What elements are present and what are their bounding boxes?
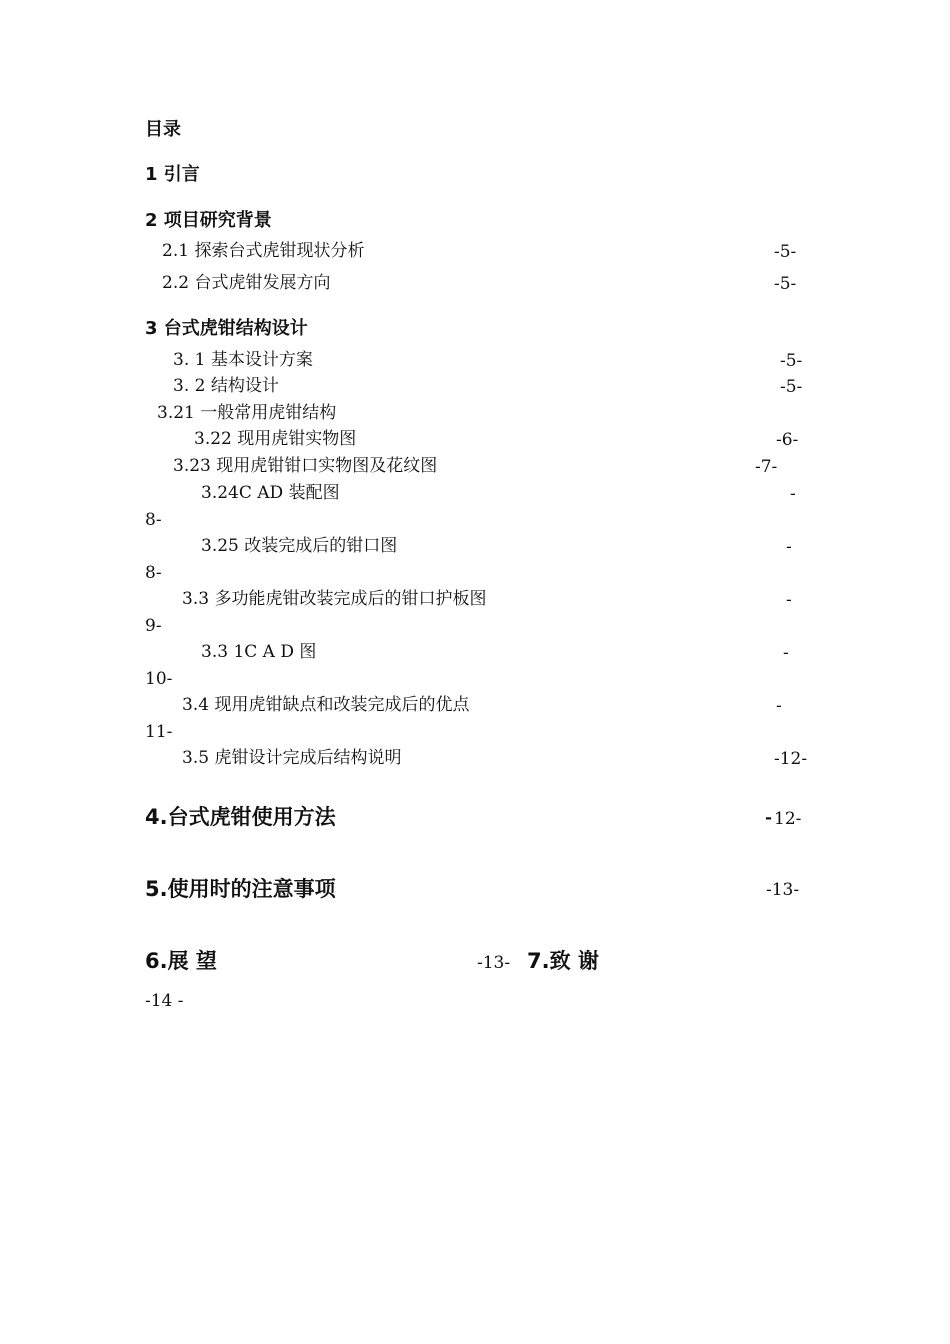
toc-entry-2-1: 2.1 探索台式虎钳现状分析 [162, 241, 365, 261]
toc-title: 目录 [145, 119, 181, 140]
toc-page-3-25-dash: - [786, 537, 792, 557]
toc-entry-3-22: 3.22 现用虎钳实物图 [194, 429, 357, 449]
toc-entry-3-4: 3.4 现用虎钳缺点和改装完成后的优点 [182, 695, 470, 715]
toc-page-3-23: -7- [755, 457, 778, 477]
toc-page-3-4-dash: - [776, 696, 782, 716]
toc-page-3-22: -6- [776, 430, 799, 450]
toc-entry-3-31: 3.3 1C A D 图 [201, 642, 317, 662]
toc-entry-3-2: 3. 2 结构设计 [173, 376, 279, 396]
toc-section-1: 1 引言 [145, 164, 200, 185]
toc-entry-2-2: 2.2 台式虎钳发展方向 [162, 273, 331, 293]
toc-page-5: -13- [766, 880, 800, 900]
toc-page-4-num: 12- [774, 809, 802, 829]
toc-page-3-3-num: 9- [145, 616, 162, 636]
toc-entry-3-1: 3. 1 基本设计方案 [173, 350, 313, 370]
toc-section-3: 3 台式虎钳结构设计 [145, 318, 308, 339]
toc-section-4: 4.台式虎钳使用方法 [145, 805, 336, 829]
toc-page-3-31-num: 10- [145, 669, 173, 689]
toc-page-3-24-num: 8- [145, 510, 162, 530]
toc-page-3-31-dash: - [783, 643, 789, 663]
toc-page-3-24-dash: - [790, 484, 796, 504]
toc-page-3-1: -5- [780, 351, 803, 371]
toc-entry-3-23: 3.23 现用虎钳钳口实物图及花纹图 [173, 456, 438, 476]
toc-page-7: -14 - [145, 991, 184, 1011]
toc-section-2: 2 项目研究背景 [145, 210, 272, 231]
toc-entry-3-25: 3.25 改装完成后的钳口图 [201, 536, 398, 556]
toc-section-5: 5.使用时的注意事项 [145, 877, 336, 901]
toc-page-3-5: -12- [774, 749, 808, 769]
toc-entry-3-21: 3.21 一般常用虎钳结构 [157, 403, 337, 423]
toc-entry-3-24: 3.24C AD 装配图 [201, 483, 340, 503]
toc-entry-3-3: 3.3 多功能虎钳改装完成后的钳口护板图 [182, 589, 487, 609]
toc-page-3-2: -5- [780, 377, 803, 397]
toc-page-3-3-dash: - [786, 590, 792, 610]
toc-section-7: 7.致 谢 [527, 949, 599, 973]
toc-page-4-dash: - [765, 808, 773, 828]
toc-page-2-2: -5- [774, 274, 797, 294]
toc-page-3-4-num: 11- [145, 722, 173, 742]
toc-entry-3-5: 3.5 虎钳设计完成后结构说明 [182, 748, 402, 768]
toc-page-3-25-num: 8- [145, 563, 162, 583]
toc-page-6: -13- [477, 953, 511, 973]
toc-section-6: 6.展 望 [145, 949, 217, 973]
toc-page-2-1: -5- [774, 242, 797, 262]
